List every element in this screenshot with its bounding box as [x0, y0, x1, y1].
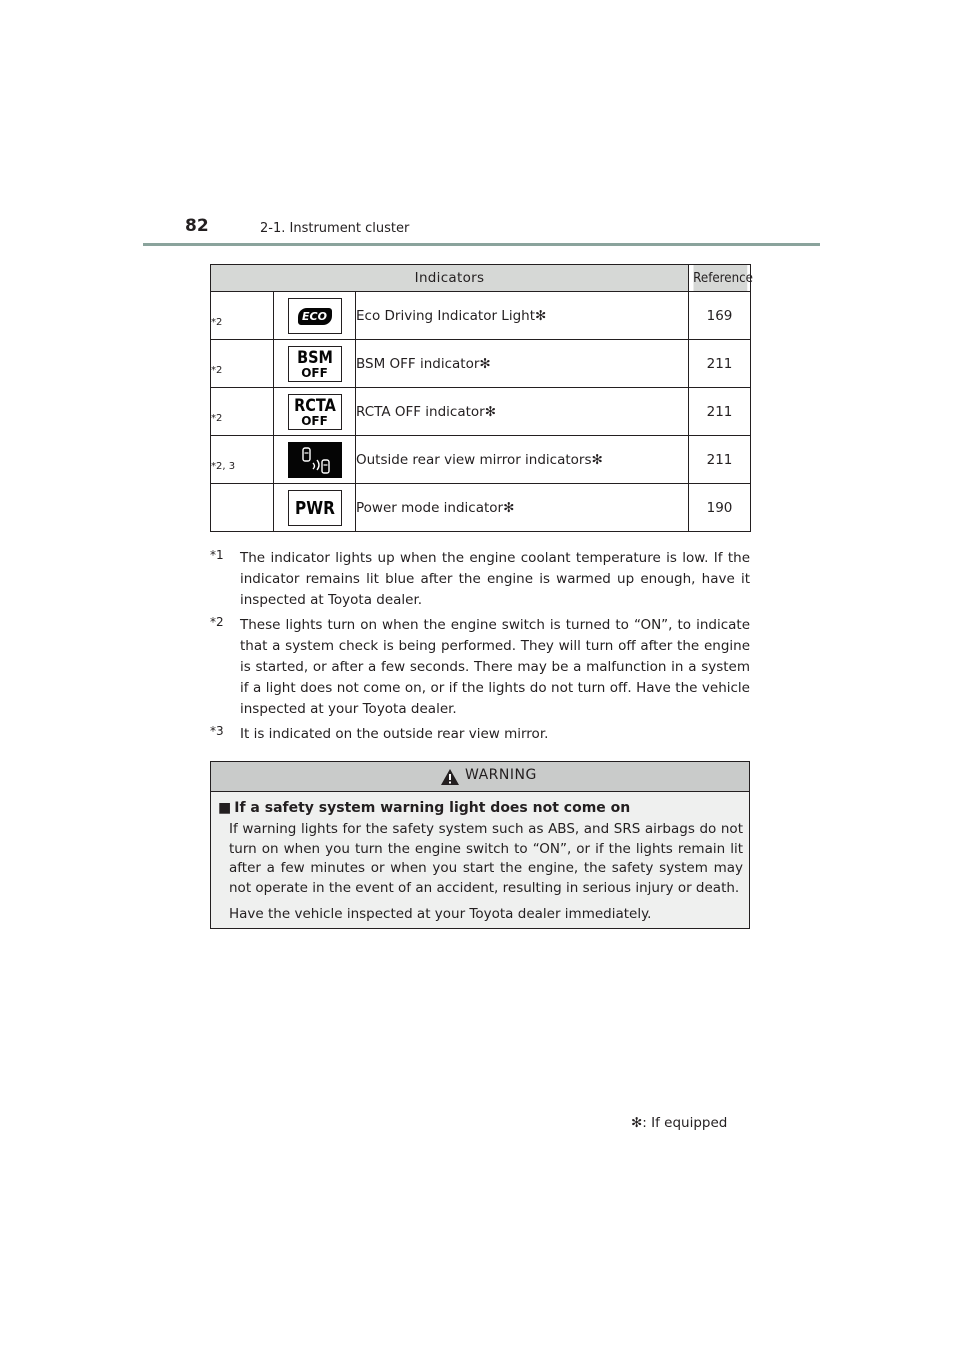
bsm-icon-top-text: BSM — [296, 347, 333, 368]
eco-icon-text: ECO — [298, 308, 332, 325]
table-row — [211, 388, 751, 436]
row-name: Power mode indicator✻ — [356, 484, 689, 532]
row-icon-cell — [274, 340, 356, 388]
footnote-text: It is indicated on the outside rear view mirror. — [240, 726, 549, 742]
mirror-car-glyph-icon — [289, 443, 343, 479]
table-row — [211, 340, 751, 388]
warning-body: If warning lights for the safety system such as ABS, and SRS airbags do not turn on when you turn the engine switch to “ON”, or if the lights remain lit after a few minutes or when you start the engine, the safety system may not operate in the event of an accident, resulting in serious injury or death. — [229, 821, 743, 896]
warning-box — [210, 761, 750, 929]
table-header-row — [211, 265, 751, 292]
square-bullet-icon: ■ — [218, 800, 232, 816]
footnote — [210, 615, 750, 720]
bsm-off-icon — [288, 346, 342, 382]
rcta-icon-bottom-text: OFF — [301, 413, 328, 428]
warning-triangle-icon — [440, 768, 460, 786]
row-reference: 211 — [689, 340, 751, 388]
table-row — [211, 292, 751, 340]
pwr-icon-text: PWR — [294, 497, 335, 519]
warning-heading-text: If a safety system warning light does not come on — [234, 800, 631, 816]
eco-indicator-icon — [288, 298, 342, 334]
warning-title: WARNING — [465, 767, 537, 783]
footnote-mark: *2 — [210, 615, 224, 629]
footnote-text: These lights turn on when the engine switch is turned to “ON”, to indicate that a system check is being performed. They will turn off after the engine is started, or after a few seconds. There may be a malfunction in a system if a light does not come on, or if the lights do not turn off. Have the vehicle inspected at your Toyota dealer. — [240, 617, 750, 717]
row-note — [211, 340, 274, 388]
row-name: Outside rear view mirror indicators✻ — [356, 436, 689, 484]
row-reference: 169 — [689, 292, 751, 340]
row-icon-cell — [274, 484, 356, 532]
indicators-table — [210, 264, 751, 532]
footnote — [210, 724, 750, 745]
column-header-reference: Reference — [692, 265, 747, 292]
row-note — [211, 388, 274, 436]
table-row — [211, 436, 751, 484]
footnote-mark: *3 — [210, 724, 224, 738]
footnote-text: The indicator lights up when the engine coolant temperature is low. If the indicator remains lit blue after the engine is warmed up enough, have it inspected at Toyota dealer. — [240, 550, 750, 608]
row-name: Eco Driving Indicator Light✻ — [356, 292, 689, 340]
row-note-mark: *2, 3 — [211, 460, 236, 472]
footnote — [210, 548, 750, 611]
warning-body-followup: Have the vehicle inspected at your Toyota dealer immediately. — [229, 906, 652, 922]
pwr-icon — [288, 490, 342, 526]
row-reference: 190 — [689, 484, 751, 532]
row-note — [211, 292, 274, 340]
footnotes — [210, 548, 750, 749]
row-icon-cell — [274, 436, 356, 484]
warning-header — [211, 762, 749, 792]
rcta-icon-top-text: RCTA — [293, 395, 336, 416]
column-header-indicators: Indicators — [211, 265, 689, 292]
header-divider — [143, 243, 820, 246]
page-number: 82 — [185, 216, 209, 236]
row-note — [211, 484, 274, 532]
rcta-off-icon — [288, 394, 342, 430]
section-title: 2-1. Instrument cluster — [260, 221, 410, 236]
table-row — [211, 484, 751, 532]
row-icon-cell — [274, 388, 356, 436]
if-equipped-legend: ✻: If equipped — [631, 1115, 728, 1131]
footnote-mark: *1 — [210, 548, 224, 562]
row-name: BSM OFF indicator✻ — [356, 340, 689, 388]
row-note-mark: *2 — [211, 412, 223, 424]
outside-mirror-indicator-icon — [288, 442, 342, 478]
row-icon-cell — [274, 292, 356, 340]
warning-heading — [218, 800, 630, 816]
row-note-mark: *2 — [211, 316, 223, 328]
row-note-mark: *2 — [211, 364, 223, 376]
row-note — [211, 436, 274, 484]
row-reference: 211 — [689, 436, 751, 484]
bsm-icon-bottom-text: OFF — [301, 365, 328, 380]
row-name: RCTA OFF indicator✻ — [356, 388, 689, 436]
row-reference: 211 — [689, 388, 751, 436]
